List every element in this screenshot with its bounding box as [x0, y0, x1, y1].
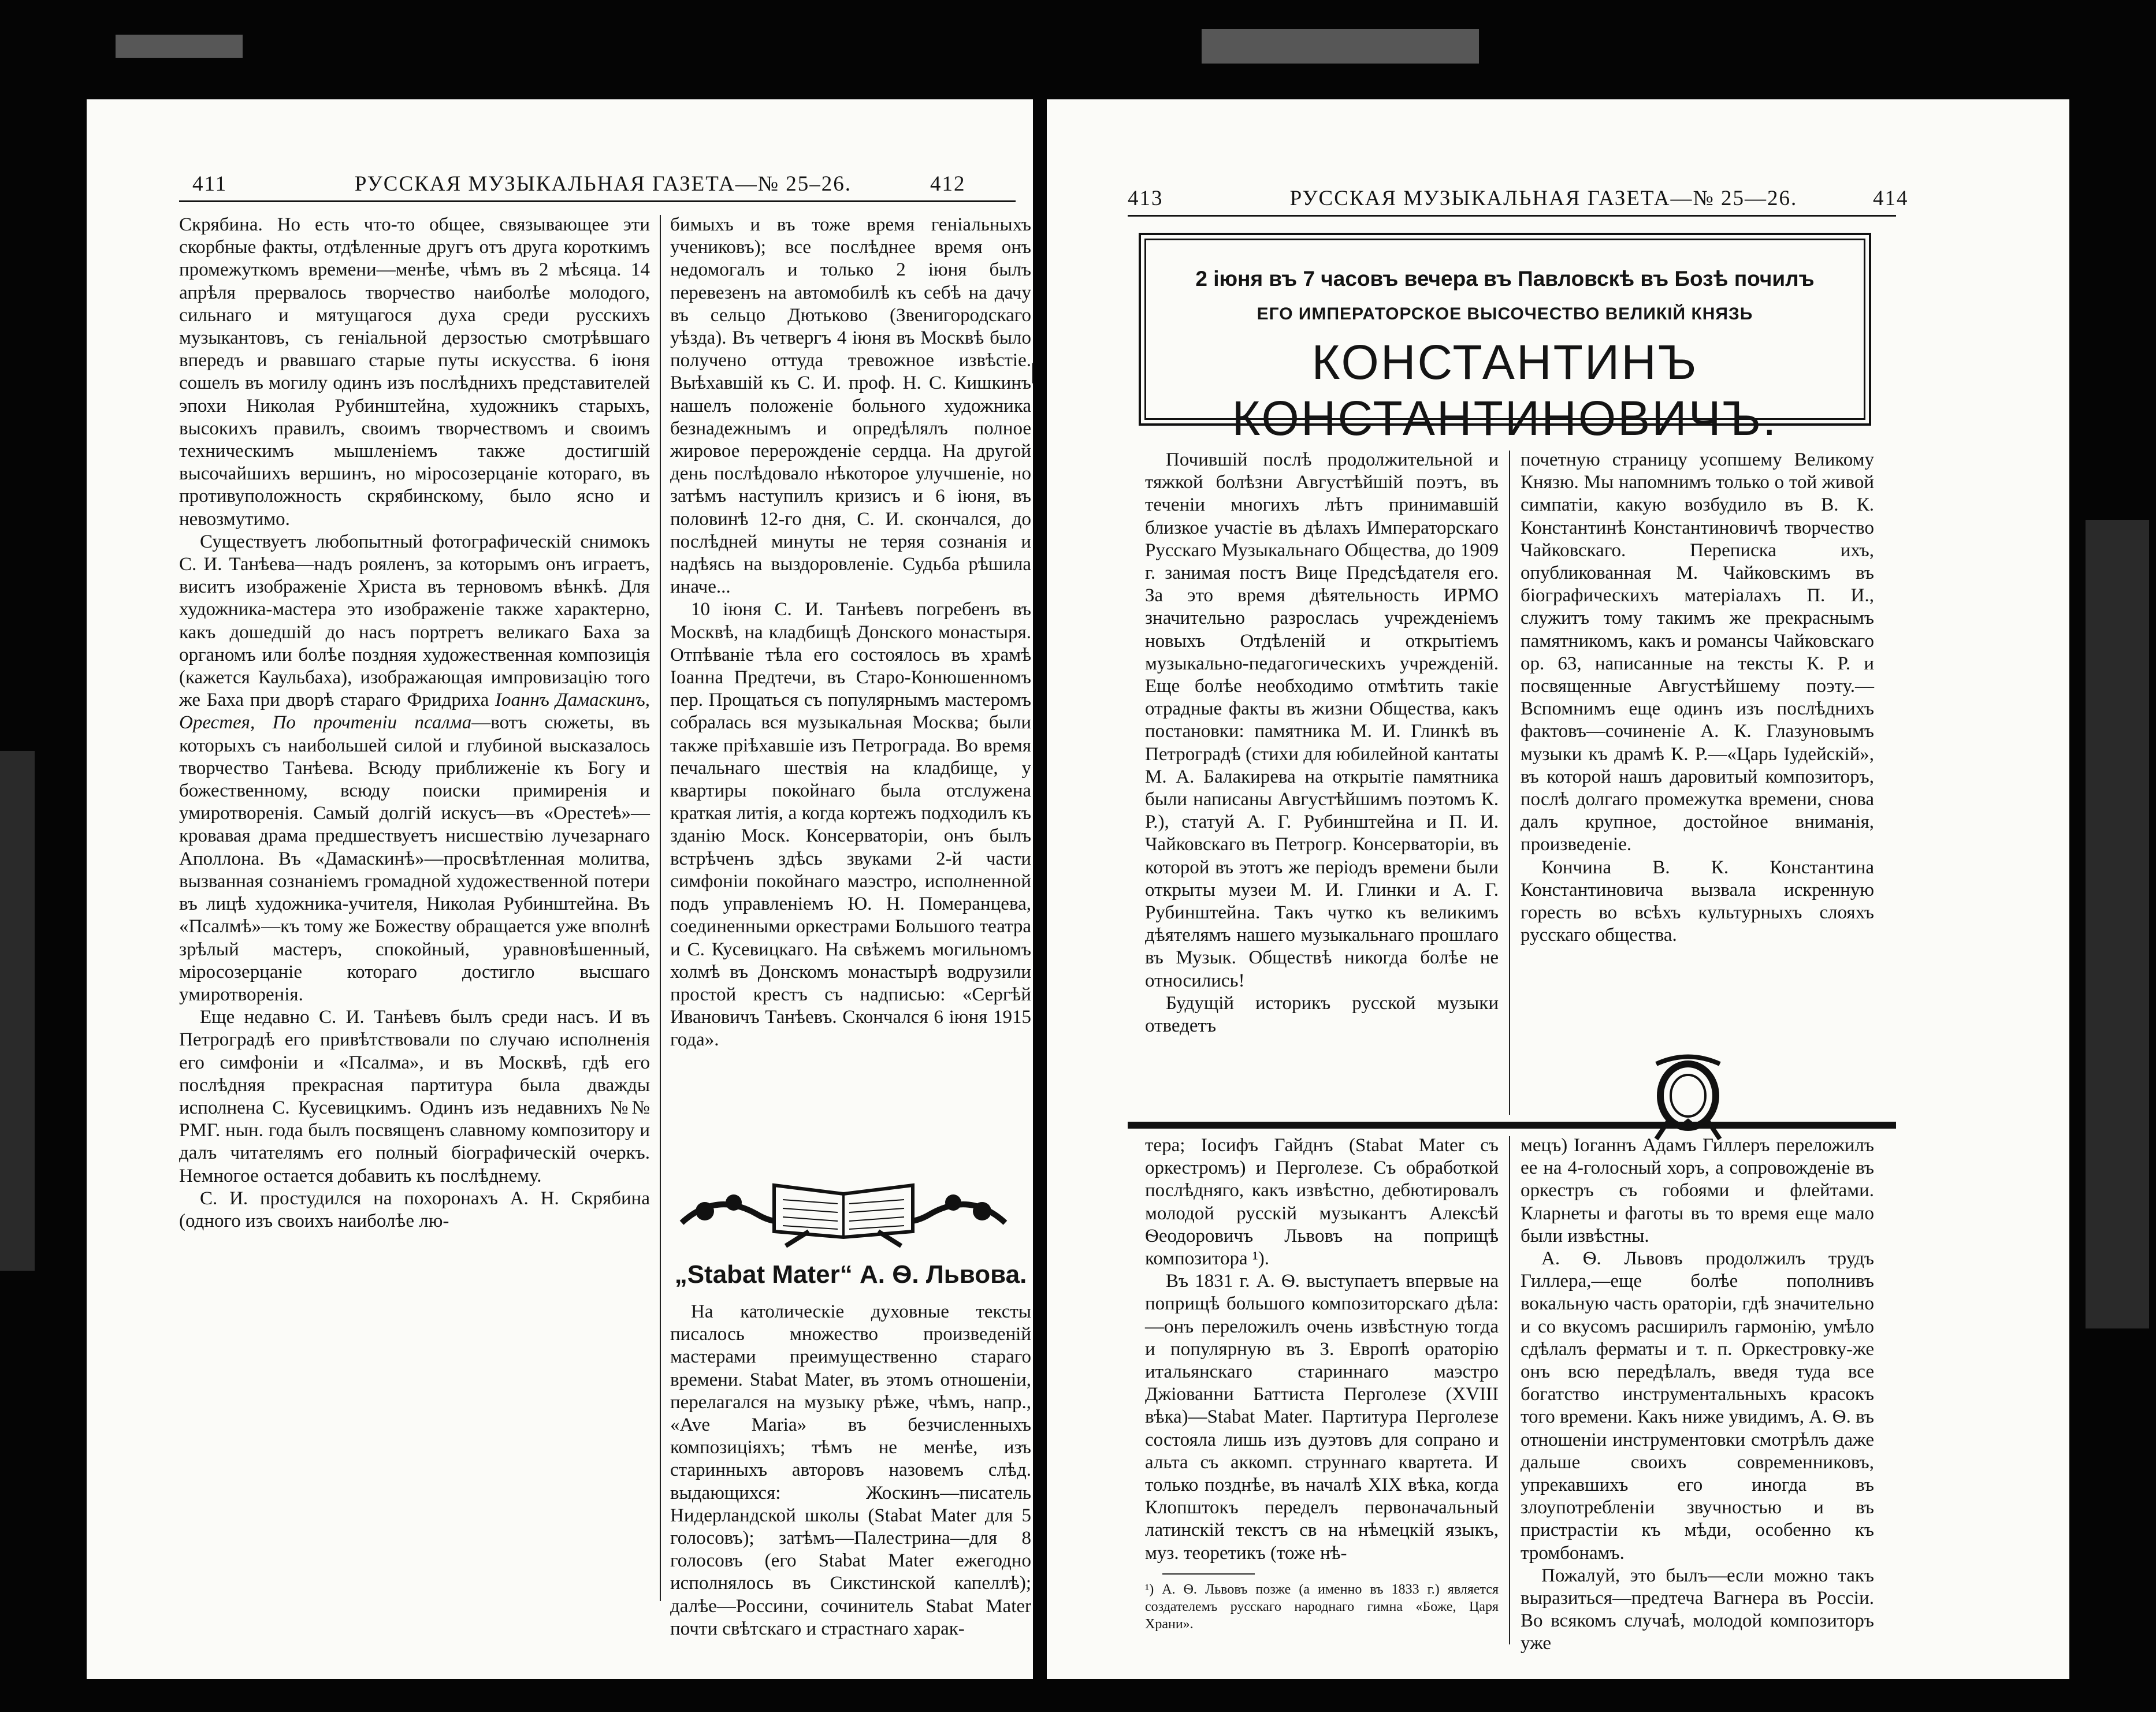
- paragraph: На католическіе духовные тексты писалось множество произведеній мастерами преимущественно стараго времени. Stabat Mater, въ этомъ отношеніи, перелагался на музыку рѣже, чѣмъ, напр., «Ave Maria» въ безчисленныхъ композиціяхъ; тѣмъ не менѣе, изъ старинныхъ авторовъ назовемъ слѣд. выдающихся: Жоскинъ—писатель Нидерландской школы (Stabat Mater для 5 голосовъ); затѣмъ—Палестрина—для 8 голосовъ (его Stabat Mater ежегодно исполнялось въ Сикстинской капеллѣ); далѣе—Россини, сочинитель Stabat Mater почти свѣтскаго и страстнаго харак-: [670, 1301, 1031, 1639]
- paragraph: Почившій послѣ продолжительной и тяжкой болѣзни Августѣйшій поэтъ, въ теченіи многихъ лѣтъ принимавшій близкое участіе въ дѣлахъ Императорскаго Русскаго Музыкальнаго Общества, до 1909 г. занимая постъ Вице Предсѣдателя его. За это время дѣятельность ИРМО значительно разрослась учрежденіемъ новыхъ Отдѣленій и открытіемъ музыкально-педагогическихъ учрежденій. Еще болѣе необходимо отмѣтить такіе отрадные факты въ жизни Общества, какъ постановки: памятника М. И. Глинкѣ въ Петроградѣ (стихи для юбилейной кантаты М. А. Балакирева на открытіе памятника были написаны Августѣйшимъ поэтомъ К. Р.), статуй А. Г. Рубинштейна и П. И. Чайковскаго въ Петрогр. Консерваторіи, въ которой въ этотъ же періодъ времени были открыты музеи М. И. Глинки и А. Г. Рубинштейна. Такъ чутко къ великимъ дѣятелямъ нашего музыкальнаго прошлаго въ Музык. Обществѣ никогда болѣе не относились!: [1145, 449, 1499, 991]
- paragraph: Еще недавно С. И. Танѣевъ былъ среди насъ. И въ Петроградѣ его привѣтствовали по случаю исполненія его симфоніи и «Псалма», и въ Москвѣ, гдѣ его послѣдняя прекрасная партитура была дважды исполнена С. Кусевицкимъ. Одинъ изъ недавнихъ №№ РМГ. нын. года былъ посвященъ славному композитору и далъ читателямъ его полный біографическій очеркъ. Немногое остается добавить къ послѣднему.: [179, 1007, 650, 1186]
- notice-line: 2 іюня въ 7 часовъ вечера въ Павловскѣ въ Бозѣ почилъ: [1195, 267, 1815, 291]
- notice-name: КОНСТАНТИНЪ КОНСТАНТИНОВИЧЪ.: [1232, 335, 1778, 445]
- binding-arrow-icon: [1032, 363, 1045, 384]
- right-page: [1047, 99, 2069, 1679]
- column-divider: [660, 215, 661, 1601]
- column-divider: [1509, 451, 1510, 1115]
- paragraph: Пожалуй, это былъ—если можно такъ выразиться—предтеча Вагнера въ Россіи. Во всякомъ случаѣ, молодой композиторъ уже: [1521, 1565, 1874, 1654]
- paragraph: Кончина В. К. Константина Константиновича вызвала искренную горесть во всѣхъ культурныхъ слояхъ русскаго общества.: [1521, 857, 1874, 946]
- paragraph: Скрябина. Но есть что-то общее, связывающее эти скорбные факты, отдѣленные другъ отъ друга короткимъ промежуткомъ времени—менѣе, чѣмъ въ 2 мѣсяца. 14 апрѣля прервалось творчество наиболѣе молодого, сильнаго и мятущагося духа среди русскихъ музыкантовъ, съ геніальной дерзостью смотрѣвшаго впередъ и рвавшаго старые путы искусства. 6 іюня сошелъ въ могилу одинъ изъ послѣднихъ представителей эпохи Николая Рубинштейна, художникъ старыхъ, высокихъ правилъ, своимъ творчествомъ и своимъ техническимъ мышленіемъ также достигшій высочайшихъ вершинъ, но міросозерцаніе котораго, въ противуположность скрябинскому, было ясно и невозмутимо.: [179, 214, 650, 530]
- section-divider-bar: [1128, 1122, 1896, 1129]
- footnote-rule: [1162, 1573, 1255, 1575]
- notice-line: ЕГО ИМПЕРАТОРСКОЕ ВЫСОЧЕСТВО ВЕЛИКІЙ КНЯЗЬ: [1257, 304, 1753, 323]
- paragraph: С. И. простудился на похоронахъ А. Н. Скрябина (одного изъ своихъ наиболѣе лю-: [179, 1188, 650, 1231]
- footnote: ¹) А. Ѳ. Львовъ позже (а именно въ 1833 г.) является создателемъ русскаго народнаго гимна «Боже, Царя Храни».: [1145, 1582, 1499, 1632]
- column-divider: [1509, 1136, 1510, 1644]
- paragraph: почетную страницу усопшему Великому Князю. Мы напомнимъ только о той живой симпатіи, какую возбудило въ В. К. Константинѣ Константиновичѣ творчество Чайковскаго. Переписка ихъ, опубликованная М. Чайковскимъ въ біографическихъ матеріалахъ П. И., служитъ тому такимъ же прекраснымъ памятникомъ, какъ и романсы Чайковскаго ор. 63, написанные на тексты К. Р. и посвященные Августѣйшему поэту.—Вспомнимъ еще одинъ изъ послѣднихъ фактовъ—сочиненіе А. К. Глазуновымъ музыки къ драмѣ К. Р.—«Царь Іудейскій», въ которой нашъ даровитый композиторъ, послѣ долгаго промежутка времени, снова далъ крупное, достойное вниманія, произведеніе.: [1521, 449, 1874, 855]
- header-title: РУССКАЯ МУЗЫКАЛЬНАЯ ГАЗЕТА—№ 25—26.: [1289, 187, 1798, 210]
- header-rule: [179, 200, 1016, 202]
- paragraph: Въ 1831 г. А. Ѳ. выступаетъ впервые на поприщѣ большого композиторскаго дѣла:—онъ переложилъ очень извѣстную тогда и популярную въ З. Европѣ ораторію итальянскаго стариннаго маэстро Джіованни Баттиста Перголезе (XVIII вѣка)—Stabat Mater. Партитура Перголезе состояла лишь изъ дуэтовъ для сопрано и альта съ аккомп. струннаго квартета. И только позднѣе, въ началѣ XIX вѣка, когда Клопштокъ переделъ первоначальный латинскій текстъ св на нѣмецкій языкъ, муз. теоретикъ (тоже нѣ-: [1145, 1271, 1499, 1564]
- paragraph: Существуетъ любопытный фотографическій снимокъ С. И. Танѣева—надъ рояленъ, за которымъ онъ играетъ, виситъ изображеніе Христа въ терновомъ вѣнкѣ. Для художника-мастера это изображеніе также характерно, какъ дошедшій до насъ портретъ великаго Баха за органомъ или болѣе поздняя художественная композиція (кажется Каульбаха), изображающая импровизацію того же Баха при дворѣ стараго Фридриха Іоаннъ Дамаскинъ, Орестея, По прочтеніи псалма—вотъ сюжеты, въ которыхъ съ наибольшей силой и глубиной высказалось творчество Танѣева. Всюду приближеніе къ Богу и божественному, всюду поиски примиренія и умиротворенія. Самый долгій искусъ—въ «Орестеѣ»—кровавая драма предшествуетъ нисшествію лучезарнаго Аполлона. Въ «Дамаскинѣ»—просвѣтленная молитва, вызванная сознаніемъ громадной художественной потери въ лицѣ художника-учителя, Николая Рубинштейна. Въ «Псалмѣ»—къ тому же Божеству обращается уже вполнѣ зрѣлый мастеръ, спокойный, уравновѣшенный, міросозерцаніе котораго достигло высшаго умиротворенія.: [179, 531, 650, 1005]
- paragraph: А. Ѳ. Львовъ продолжилъ трудъ Гиллера,—еще болѣе пополнивъ вокальную часть ораторіи, гдѣ значительно и со вкусомъ расширилъ гармонію, умѣло сдѣлалъ ферматы и т. п. Оркестровку-же онъ всю передѣлалъ, введя туда все богатство инструментальныхъ красокъ того времени. Какъ ниже увидимъ, А. Ѳ. въ отношеніи инструментовки смотрѣлъ даже дальше своихъ современниковъ, упрекавшихъ его иногда въ злоупотребленіи звучностью и въ пристрастіи къ мѣди, особенно къ тромбонамъ.: [1521, 1248, 1874, 1564]
- page-number: 412: [930, 172, 966, 196]
- sheet-music-ornament-icon: [670, 1168, 1017, 1249]
- page-number: 411: [192, 172, 228, 196]
- paragraph: 10 іюня С. И. Танѣевъ погребенъ въ Москвѣ, на кладбищѣ Донского монастыря. Отпѣваніе тѣла его состоялось въ храмѣ Іоанна Предтечи, въ Старо-Конюшенномъ пер. Прощаться съ популярнымъ мастеромъ собралась вся музыкальная Москва; были также пріѣхавшіе изъ Петрограда. Во время печальнаго шествія на кладбище, у квартиры покойнаго была отслужена краткая литія, а когда кортежъ подходилъ къ зданію Моск. Консерваторіи, онъ былъ встрѣченъ здѣсь звуками 2-й части симфоніи покойнаго маэстро, исполненной подъ управленіемъ Ю. Н. Померанцева, соединенными оркестрами Большого театра и С. Кусевицкаго. На свѣжемъ могильномъ холмѣ въ Донскомъ монастырѣ водрузили простой крестъ съ надписью: «Сергѣй Ивановичъ Танѣевъ. Скончался 6 іюня 1915 года».: [670, 599, 1031, 1051]
- page-number: 414: [1873, 187, 1909, 210]
- text-column: [670, 214, 1031, 1052]
- scan-edge-noise-left: [0, 751, 35, 1271]
- header-rule: [1128, 215, 1896, 217]
- paragraph: Будущій историкъ русской музыки отведетъ: [1145, 992, 1499, 1037]
- paragraph: тера; Іосифъ Гайднъ (Stabat Mater съ оркестромъ) и Перголезе. Съ обработкой послѣдняго, какъ извѣстно, дебютировалъ молодой русскій музыкантъ Алексѣй Ѳеодоровичъ Львовъ на поприщѣ композитора ¹).: [1145, 1135, 1499, 1270]
- left-page: [87, 99, 1033, 1679]
- text-column: [1145, 1134, 1499, 1565]
- text-column: [1521, 1134, 1874, 1655]
- scan-edge-noise-top-left: [116, 35, 243, 58]
- italic-titles: Іоаннъ Дамаскинъ, Орестея, По прочтеніи псалма: [179, 690, 650, 734]
- text-column: [670, 1301, 1031, 1640]
- article-title: „Stabat Mater“ А. Ѳ. Львова.: [674, 1260, 1027, 1289]
- paragraph: бимыхъ и въ тоже время геніальныхъ учениковъ); все послѣднее время онъ недомогалъ и только 2 іюня былъ перевезенъ на автомобилѣ къ себѣ на дачу въ сельцо Дютьково (Звенигородскаго уѣзда). Въ четвергъ 4 іюня въ Москвѣ было получено оттуда тревожное извѣстіе. Выѣхавшій къ С. И. проф. Н. С. Кишкинъ нашелъ положеніе больного художника безнадежнымъ и опредѣлялъ полное жировое перерожденіе сердца. На другой день послѣдовало нѣкоторое улучшеніе, но затѣмъ наступилъ кризисъ и 6 іюня, въ половинѣ 12-го дня, С. И. скончался, до послѣдней минуты не теряя сознанія и надѣясь на выздоровленіе. Судьба рѣшила иначе...: [670, 214, 1031, 598]
- text-column: [179, 214, 650, 1233]
- scan-edge-noise-top-right: [1202, 29, 1479, 64]
- obituary-notice: [1139, 233, 1871, 445]
- paragraph: мецъ) Іоганнъ Адамъ Гиллеръ переложилъ ее на 4-голосный хоръ, а сопровожденіе въ оркестръ съ гобоями и флейтами. Кларнеты и фаготы въ то время еще мало были извѣстны.: [1521, 1135, 1874, 1246]
- scan-edge-noise-right: [2086, 520, 2149, 1328]
- header-title: РУССКАЯ МУЗЫКАЛЬНАЯ ГАЗЕТА—№ 25–26.: [354, 172, 852, 196]
- text-column: [1521, 449, 1874, 947]
- page-number: 413: [1128, 187, 1164, 210]
- text-column: [1145, 449, 1499, 1037]
